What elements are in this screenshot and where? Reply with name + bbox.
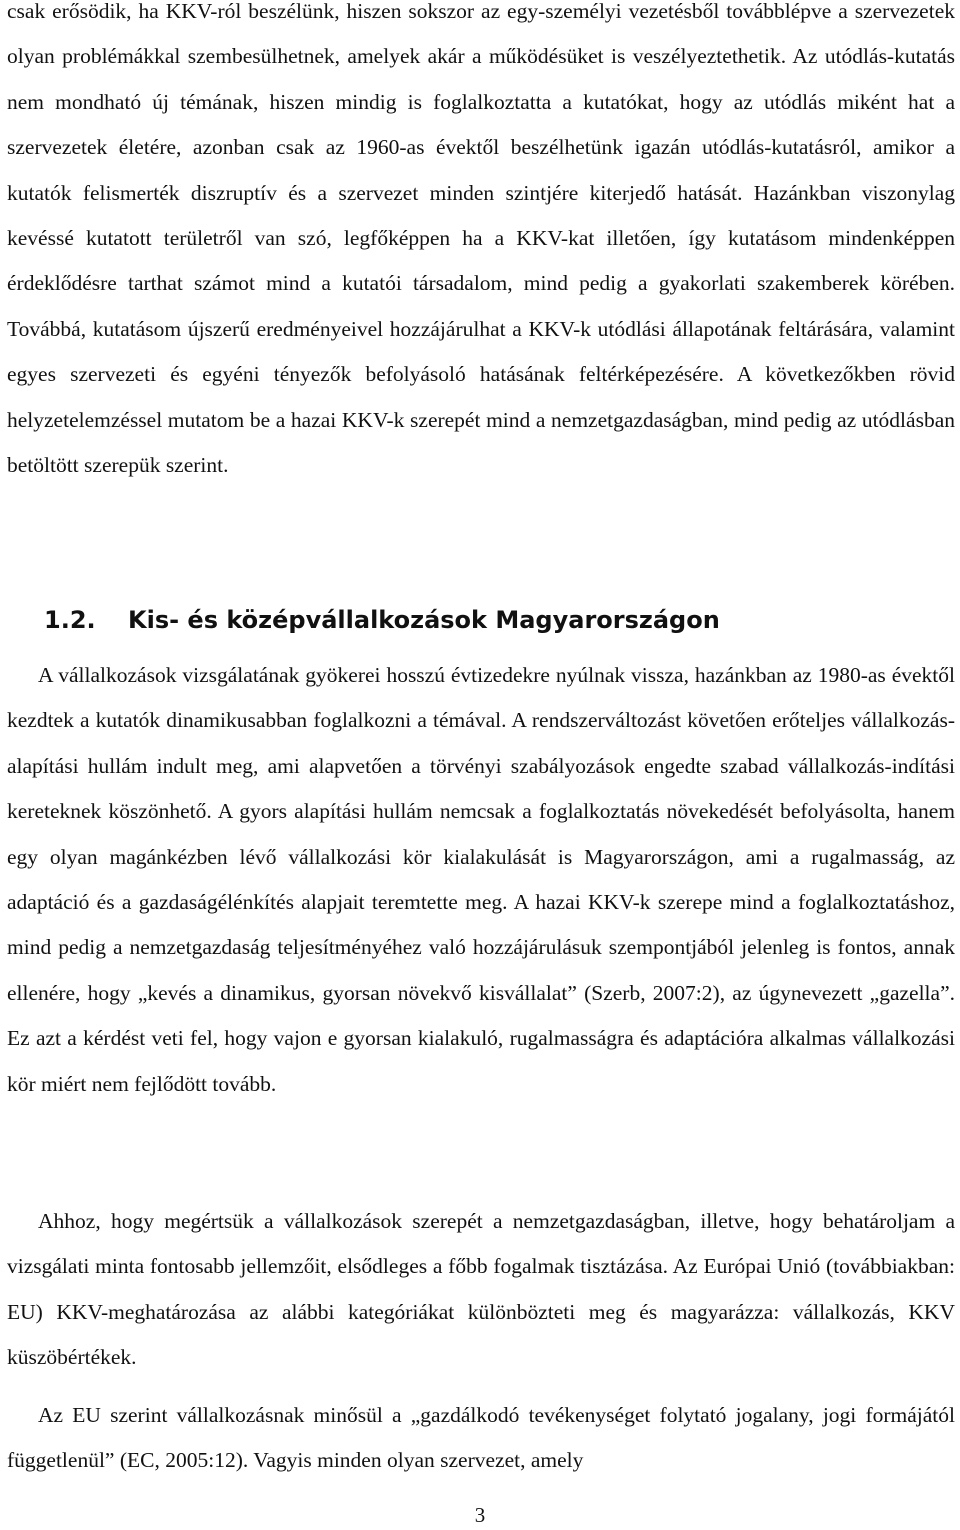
paragraph-enterprise-history: A vállalkozások vizsgálatának gyökerei hosszú évtizedekre nyúlnak vissza, hazánkban az 1980-as évektől kezdtek a kutatók dinamikusabban foglalkozni a témával. A rendszerváltozást követően erőteljes vállalkozás-alapítási hullám indult meg, ami alapvetően a törvényi szabályozások engedte szabad vállalkozás-indítási kereteknek köszönhető. A gyors alapítási hullám nemcsak a foglalkoztatás növekedését befolyásolta, hanem egy olyan magánkézben lévő vállalkozási kör kialakulását is Magyarországon, ami a rugalmasság, az adaptáció és a gazdaságélénkítés alapjait teremtette meg. A hazai KKV-k szerepe mind a foglalkoztatáshoz, mind pedig a nemzetgazdaság teljesítményéhez való hozzájárulásuk szempontjából jelenleg is fontos, annak ellenére, hogy „kevés a dinamikus, gyorsan növekvő kisvállalat” (Szerb, 2007:2), az úgynevezett „gazella”. Ez azt a kérdést veti fel, hogy vajon e gyorsan kialakuló, rugalmasságra és adaptációra alkalmas vállalkozási kör miért nem fejlődött tovább. [7, 663, 955, 1096]
page-number: 3 [474, 1503, 486, 1527]
paragraph-succession-research: csak erősödik, ha KKV-ról beszélünk, hiszen sokszor az egy-személyi vezetésből továbblépve a szervezetek olyan problémákkal szembesülhetnek, amelyek akár a működésüket is veszélyeztethetik. Az utódlás-kutatás nem mondható új témának, hiszen mindig is foglalkoztatta a kutatókat, hogy az utódlás miként hat a szervezetek életére, azonban csak az 1960-as évektől beszélhetünk igazán utódlás-kutatásról, amikor a kutatók felismerték diszruptív és a szervezet minden szintjére kiterjedő hatását. Hazánkban viszonylag kevéssé kutatott területről van szó, legfőképpen ha a KKV-kat illetően, így kutatásom mindenképpen érdeklődésre tarthat számot mind a kutatói társadalom, mind pedig a gyakorlati szakemberek körében. Továbbá, kutatásom újszerű eredményeivel hozzájárulhat a KKV-k utódlási állapotának feltárására, valamint egyes szervezeti és egyéni tényezők befolyásoló hatásának feltérképezésére. A következőkben rövid helyzetelemzéssel mutatom be a hazai KKV-k szerepét mind a nemzetgazdaságban, mind pedig az utódlásban betöltött szerepük szerint. [7, 0, 955, 478]
section-heading [44, 600, 720, 640]
section-title: Kis- és középvállalkozások Magyarországon [128, 606, 720, 634]
paragraph-eu-definitions: Ahhoz, hogy megértsük a vállalkozások szerepét a nemzetgazdaságban, illetve, hogy behatároljam a vizsgálati minta fontosabb jellemzőit, elsődleges a főbb fogalmak tisztázása. Az Európai Unió (továbbiakban: EU) KKV-meghatározása az alábbi kategóriákat különbözteti meg és magyarázza: vállalkozás, KKV küszöbértékek. [7, 1209, 955, 1370]
paragraph-eu-enterprise: Az EU szerint vállalkozásnak minősül a „gazdálkodó tevékenységet folytató jogalany, jogi formájától függetlenül” (EC, 2005:12). Vagyis minden olyan szervezet, amely [7, 1403, 955, 1473]
section-number: 1.2. [44, 606, 96, 634]
